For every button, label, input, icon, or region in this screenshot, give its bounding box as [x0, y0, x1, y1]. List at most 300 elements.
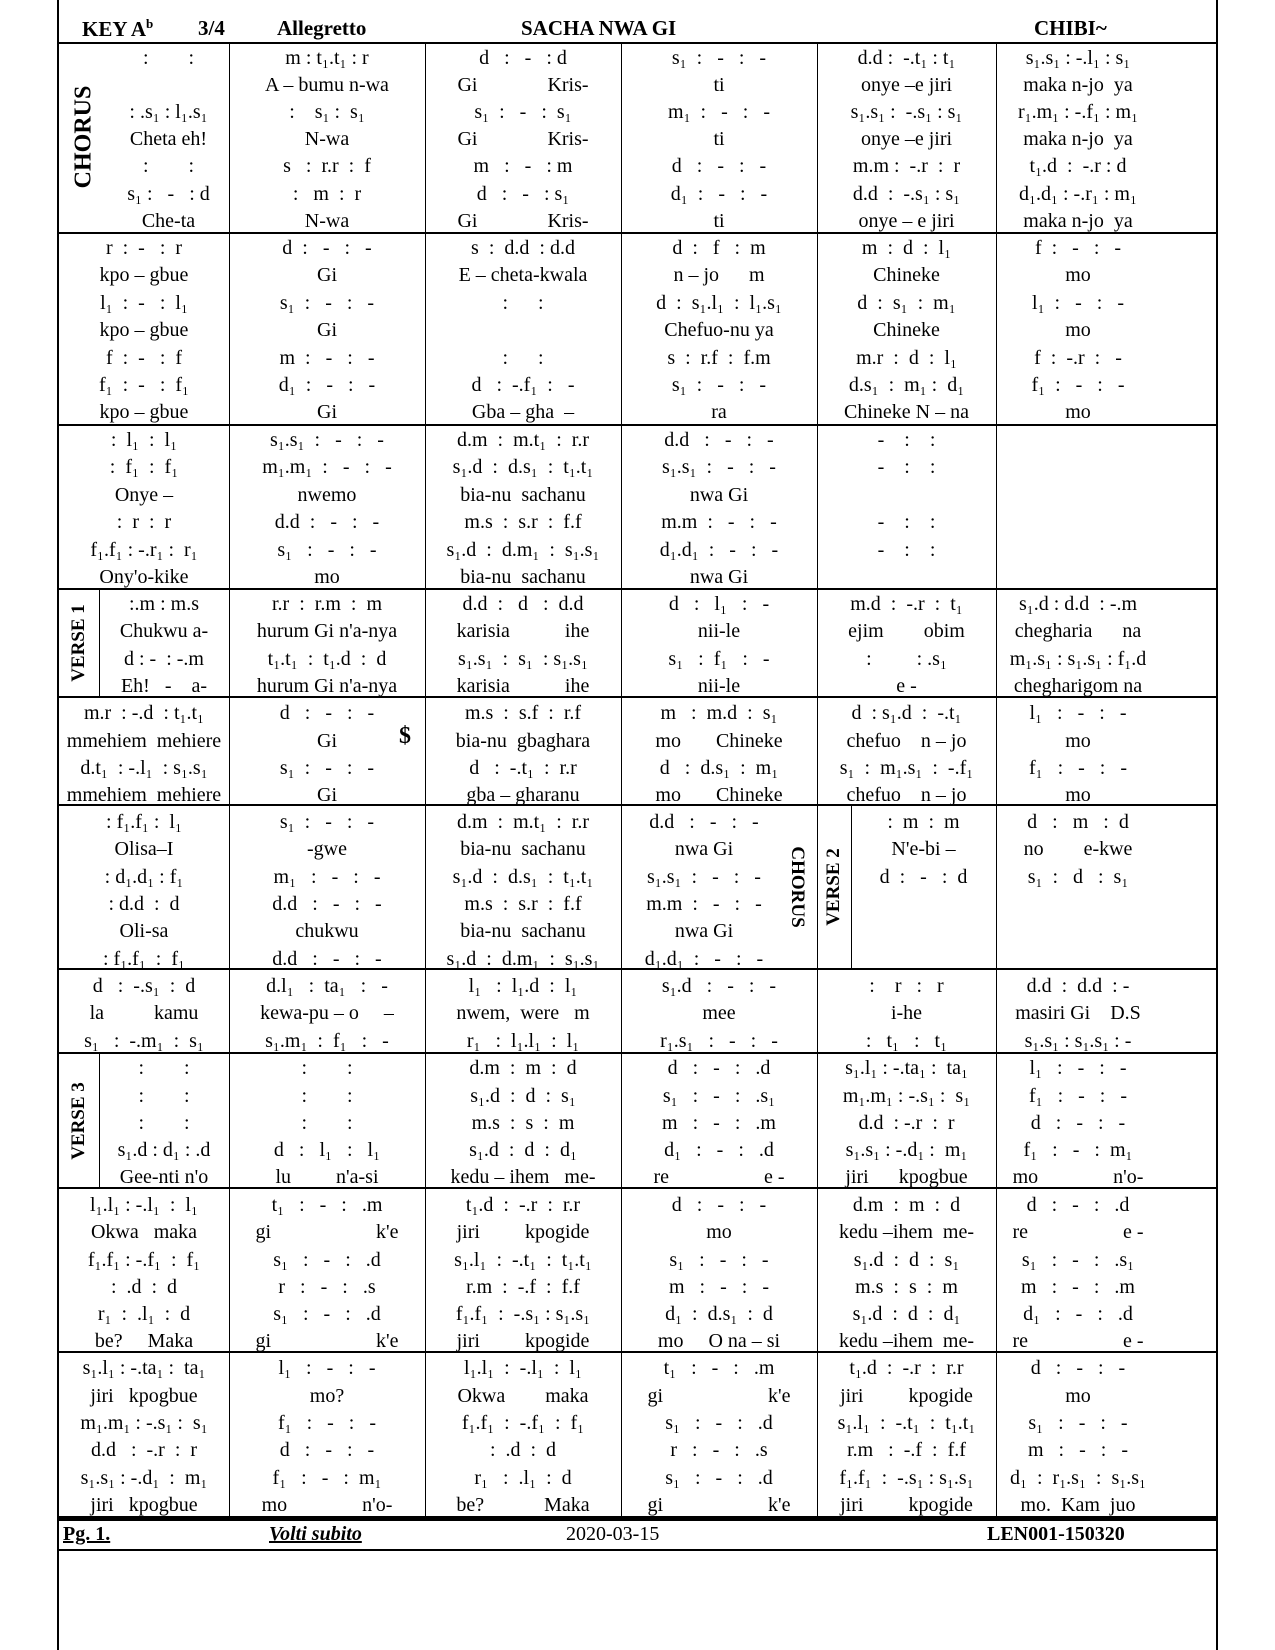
- notation-line: mo: [1065, 319, 1091, 341]
- notation-line: Chefuo-nu ya: [664, 319, 774, 341]
- notation-line: gi k'e: [647, 1494, 791, 1516]
- notation-line: d₁ : d.s₁ : d: [665, 1303, 773, 1325]
- notation-line: [1002, 426, 1154, 454]
- measure-cell: [99, 590, 229, 696]
- notation-line: f₁ : - : m₁: [1023, 1139, 1133, 1161]
- notation-line: m.s : s.r : f.f: [464, 511, 582, 533]
- measure-cell: [229, 1189, 425, 1351]
- measure-cell: [425, 426, 621, 588]
- notation-line: Okwa maka: [90, 1221, 198, 1243]
- notation-line: jiri kpogbue: [90, 1494, 198, 1516]
- notation-line: : d₁.d₁ : f₁: [104, 866, 184, 888]
- measure-cell: [621, 1353, 817, 1516]
- notation-line: mo: [1065, 1385, 1091, 1407]
- sheet-music-page: [57, 0, 1218, 1650]
- verse1-label: VERSE 1: [68, 604, 89, 682]
- notation-line: [1002, 563, 1154, 591]
- notation-line: kedu – ihem me-: [450, 1166, 596, 1188]
- notation-line: N-wa: [304, 210, 350, 232]
- notation-line: r₁ : .l₁ : d: [97, 1303, 191, 1325]
- notation-line: m.d : -.r : t₁: [850, 593, 963, 615]
- notation-line: s₁.d : d.m₁ : s₁.s₁: [446, 948, 600, 970]
- measure-cell: [621, 590, 817, 696]
- notation-line: s₁.l₁ : -.t₁ : t₁.t₁: [837, 1412, 976, 1434]
- notation-line: : f₁ : f₁: [109, 456, 179, 478]
- notation-line: s₁.d : d : s₁: [470, 1085, 576, 1107]
- notation-line: s₁.s₁ : -.d₁ : m₁: [845, 1139, 968, 1161]
- measure-cell: [621, 426, 817, 588]
- measure-cell: [229, 590, 425, 696]
- notation-line: s₁.d : d.s₁ : t₁.t₁: [452, 866, 594, 888]
- notation-line: be? Maka: [94, 1330, 194, 1352]
- notation-line: d.d : - : -: [649, 811, 759, 833]
- notation-line: s₁.d : d₁ : .d: [117, 1139, 211, 1161]
- notation-line: bia-nu sachanu: [460, 920, 586, 942]
- score-system-8: [59, 1054, 1216, 1189]
- notation-line: - : :: [877, 429, 936, 451]
- notation-line: f₁ : - : -: [277, 1412, 377, 1434]
- notation-line: Chukwu a-: [119, 620, 209, 642]
- notation-line: s₁.d : d : s₁: [853, 1249, 960, 1271]
- notation-line: : r : r: [116, 511, 172, 533]
- notation-line: d.t₁ : -.l₁ : s₁.s₁: [80, 757, 208, 779]
- notation-line: [823, 563, 990, 591]
- notation-line: t₁.d : -.r : r.r: [465, 1194, 581, 1216]
- notation-line: s₁.d : d.s₁ : t₁.t₁: [452, 456, 594, 478]
- notation-line: Gi Kris-: [457, 74, 589, 96]
- notation-line: bia-nu gbaghara: [455, 730, 591, 752]
- notation-line: : .d : d: [489, 1439, 557, 1461]
- notation-line: s₁ : - : s₁: [474, 101, 572, 123]
- notation-line: : .s₁ : l₁.s₁: [129, 101, 208, 123]
- measure-cell: [229, 970, 425, 1052]
- notation-line: d : - : -: [671, 155, 767, 177]
- measure-cell: [621, 806, 787, 968]
- measure-cell: [817, 426, 996, 588]
- notation-line: m₁.m₁ : - : -: [262, 456, 392, 478]
- notation-line: : : .s₁: [866, 648, 947, 670]
- notation-line: onye – e jiri: [858, 210, 955, 232]
- notation-line: masiri Gi D.S: [1015, 1002, 1141, 1024]
- notation-line: mo?: [309, 1385, 345, 1407]
- notation-line: Chineke: [873, 264, 940, 286]
- notation-line: d.d : d : d.d: [462, 593, 584, 615]
- notation-line: nwa Gi: [674, 838, 734, 860]
- notation-line: chefuo n – jo: [846, 784, 967, 806]
- measure-cell: [425, 1353, 621, 1516]
- notation-line: d.d : - : -: [664, 429, 774, 451]
- notation-line: d.s₁ : m₁ : d₁: [848, 374, 965, 396]
- notation-line: s₁.s₁ : -.d₁ : m₁: [80, 1467, 208, 1489]
- chorus-label: CHORUS: [787, 846, 808, 928]
- notation-line: gi k'e: [255, 1330, 399, 1352]
- notation-line: : m : r: [292, 183, 362, 205]
- notation-line: gi k'e: [255, 1221, 399, 1243]
- notation-line: s₁ : - : .s₁: [1021, 1249, 1135, 1271]
- notation-line: d.l₁ : ta₁ : -: [266, 975, 388, 997]
- notation-line: s₁.l₁ : -.t₁ : t₁.t₁: [454, 1249, 592, 1271]
- notation-line: mo n'o-: [261, 1494, 393, 1516]
- measure-cell: [425, 590, 621, 696]
- notation-line: f₁.f₁ : -.s₁ : s₁.s₁: [839, 1467, 974, 1489]
- notation-line: s₁.s₁ : -.l₁ : s₁: [1025, 47, 1131, 69]
- notation-line: r.m : -.f : f.f: [466, 1276, 580, 1298]
- notation-line: - : :: [877, 456, 936, 478]
- measure-cell: [59, 426, 229, 588]
- notation-line: m.s : s : m: [855, 1276, 958, 1298]
- score-system-5: [59, 698, 1216, 806]
- measure-cell: [621, 1054, 817, 1187]
- notation-line: m : - : m: [473, 155, 573, 177]
- notation-line: : m : m: [887, 811, 960, 833]
- page-date: 2020-03-15: [566, 1523, 660, 1545]
- notation-line: d : m : d: [1027, 811, 1129, 833]
- verse1-side-label: [59, 590, 99, 696]
- notation-line: mo: [1065, 784, 1091, 806]
- notation-line: bia-nu sachanu: [460, 838, 586, 860]
- notation-line: ra: [711, 401, 727, 423]
- notation-line: mmehiem mehiere: [66, 784, 222, 806]
- measure-cell: [621, 234, 817, 424]
- notation-line: [431, 316, 615, 344]
- notation-line: s₁ : - : .d: [273, 1249, 381, 1271]
- measure-cell: [996, 806, 1160, 968]
- notation-line: Onye –: [114, 484, 174, 506]
- notation-line: d : l₁ : l₁: [273, 1139, 381, 1161]
- notation-line: : :: [301, 1057, 353, 1079]
- measure-cell: [996, 42, 1160, 232]
- notation-line: [1002, 481, 1154, 509]
- notation-line: :.m : m.s: [128, 593, 199, 615]
- measure-cell: [59, 698, 229, 804]
- notation-line: Gi: [317, 784, 337, 806]
- notation-line: s₁ : - : .d: [665, 1412, 773, 1434]
- notation-line: Gi: [317, 264, 337, 286]
- notation-line: d.d : - : -: [272, 948, 382, 970]
- notation-line: mo: [1065, 401, 1091, 423]
- notation-line: d₁ : - : -: [670, 183, 768, 205]
- notation-line: d : - : .d: [1026, 1194, 1130, 1216]
- notation-line: d.d : -.r : r: [90, 1439, 198, 1461]
- notation-line: f : -.r : -: [1034, 347, 1122, 369]
- notation-line: s₁ : - : -: [671, 374, 767, 396]
- notation-line: d : - : -: [279, 1439, 375, 1461]
- notation-line: s₁.s₁ : - : -: [270, 429, 384, 451]
- notation-line: s₁.d : - : -: [661, 975, 777, 997]
- notation-line: f₁ : - : -: [1031, 374, 1125, 396]
- notation-line: f₁.f₁ : -.f₁ : f₁: [87, 1249, 201, 1271]
- notation-line: l₁ : - : -: [1029, 702, 1127, 724]
- notation-line: Gi: [317, 730, 337, 752]
- measure-cell: [229, 42, 425, 232]
- notation-line: d.m : m : d: [469, 1057, 577, 1079]
- notation-line: mmehiem mehiere: [66, 730, 222, 752]
- notation-line: d : -.s₁ : d: [92, 975, 196, 997]
- notation-line: m₁ : - : -: [668, 101, 770, 123]
- measure-cell: [621, 698, 817, 804]
- notation-line: Gi Kris-: [457, 128, 589, 150]
- notation-line: s₁ : -.m₁ : s₁: [84, 1030, 204, 1052]
- notation-line: : s₁ : s₁: [289, 101, 365, 123]
- notation-line: d : - : -: [279, 702, 375, 724]
- notation-line: karisia ihe: [456, 620, 590, 642]
- notation-line: Gi: [317, 401, 337, 423]
- notation-line: : :: [301, 1085, 353, 1107]
- notation-line: t₁.d : -.r : d: [1029, 155, 1127, 177]
- notation-line: ti: [713, 74, 725, 96]
- notation-line: s₁.d : d : d₁: [469, 1139, 577, 1161]
- notation-line: kpo – gbue: [99, 264, 189, 286]
- notation-line: d : - : -: [282, 237, 372, 259]
- measure-cell: [59, 1189, 229, 1351]
- measure-cell: [59, 1353, 229, 1516]
- notation-line: s₁.d : d.d : -.m: [1018, 593, 1138, 615]
- notation-line: A – bumu n-wa: [265, 74, 389, 96]
- notation-line: d : l₁ : -: [668, 593, 770, 615]
- notation-line: be? Maka: [456, 1494, 590, 1516]
- notation-line: la kamu: [89, 1002, 199, 1024]
- verse3-label: VERSE 3: [68, 1081, 89, 1160]
- song-title: SACHA NWA GI: [521, 16, 677, 40]
- notation-line: d : d.s₁ : m₁: [659, 757, 779, 779]
- notation-line: s₁.s₁ : s₁.s₁ : -: [1024, 1030, 1132, 1052]
- notation-line: jiri kpogide: [840, 1494, 973, 1516]
- notation-line: ti: [713, 128, 725, 150]
- score-system-2: [59, 234, 1216, 426]
- notation-line: kpo – gbue: [99, 319, 189, 341]
- score-system-6: [59, 806, 1216, 970]
- notation-line: s₁ : f₁ : -: [668, 648, 770, 670]
- notation-line: m₁.m₁ : -.s₁ : s₁: [80, 1412, 208, 1434]
- notation-line: m.m : -.r : r: [852, 155, 961, 177]
- notation-line: ejim obim: [848, 620, 965, 642]
- notation-line: m : m.d : s₁: [660, 702, 778, 724]
- measure-cell: [817, 234, 996, 424]
- notation-line: m : - : .m: [1021, 1276, 1135, 1298]
- page-footer: [59, 1518, 1216, 1551]
- notation-line: f₁.f₁ : -.s₁ : s₁.s₁: [455, 1303, 591, 1325]
- notation-line: d.d : d.d : -: [1026, 975, 1130, 997]
- notation-line: m.s : s : m: [471, 1112, 575, 1134]
- verse2-label: VERSE 2: [823, 848, 844, 926]
- notation-line: chegharia na: [1014, 620, 1142, 642]
- notation-line: hurum Gi n'a-nya: [256, 620, 398, 642]
- measure-cell: [996, 1054, 1160, 1187]
- notation-line: d : - : d: [879, 866, 968, 888]
- notation-line: s₁.s₁ : - : -: [662, 456, 776, 478]
- notation-line: : :: [138, 1112, 190, 1134]
- notation-line: chukwu: [295, 920, 359, 942]
- notation-line: mo: [314, 566, 340, 588]
- notation-line: s : r.f : f.m: [667, 347, 771, 369]
- notation-line: chegharigom na: [1013, 675, 1143, 697]
- notation-line: maka n-jo ya: [1023, 74, 1133, 96]
- notation-line: l₁ : - : -: [1029, 1057, 1127, 1079]
- notation-line: d.d : - : -: [272, 893, 382, 915]
- notation-line: s₁ : - : -: [671, 47, 767, 69]
- notation-line: : :: [301, 1112, 353, 1134]
- notation-line: d : - : -: [671, 1194, 767, 1216]
- notation-line: l₁.l₁ : -.l₁ : l₁: [90, 1194, 198, 1216]
- notation-line: : r : r: [869, 975, 944, 997]
- notation-line: s₁ : - : .s₁: [662, 1085, 776, 1107]
- notation-line: d : - : d: [479, 47, 567, 69]
- notation-line: [857, 945, 990, 973]
- notation-line: m.r : d : l₁: [856, 347, 957, 369]
- notation-line: d.d : -.r : r: [858, 1112, 955, 1134]
- notation-line: r : - : .s: [278, 1276, 376, 1298]
- score-system-9: [59, 1189, 1216, 1353]
- notation-line: e -: [896, 675, 917, 697]
- notation-line: s₁ : - : -: [279, 811, 375, 833]
- notation-line: [1002, 536, 1154, 564]
- measure-cell: [621, 970, 817, 1052]
- notation-line: f₁.f₁ : -.r₁ : r₁: [90, 539, 198, 561]
- notation-line: s₁ : d : s₁: [1027, 866, 1129, 888]
- notation-line: i-he: [890, 1002, 923, 1024]
- notation-line: d : s₁.d : -.t₁: [851, 702, 962, 724]
- measure-cell: [229, 234, 425, 424]
- notation-line: f₁ : - : f₁: [98, 374, 190, 396]
- notation-line: d : s₁.l₁ : l₁.s₁: [656, 292, 782, 314]
- segno-sign: $: [399, 723, 411, 749]
- notation-line: - : :: [877, 511, 936, 533]
- notation-line: : :: [138, 1085, 190, 1107]
- measure-cell: [817, 698, 996, 804]
- notation-line: r₁ : .l₁ : d: [474, 1467, 572, 1489]
- notation-line: : f₁.f₁ : f₁: [102, 948, 185, 970]
- notation-line: r.r : r.m : m: [272, 593, 382, 615]
- measure-cell: [996, 1353, 1160, 1516]
- notation-line: Gi: [317, 319, 337, 341]
- notation-line: mo: [1065, 730, 1091, 752]
- chorus-side-label: [59, 42, 108, 232]
- measure-cell: [425, 806, 621, 968]
- notation-line: r.m : -.f : f.f: [847, 1439, 966, 1461]
- notation-line: d : s₁ : m₁: [857, 292, 956, 314]
- notation-line: mee: [702, 1002, 736, 1024]
- notation-line: re e -: [653, 1166, 785, 1188]
- notation-line: N-wa: [304, 128, 350, 150]
- notation-line: : :: [502, 347, 544, 369]
- notation-line: s₁ : - : -: [279, 757, 375, 779]
- notation-line: d : -.t₁ : r.r: [469, 757, 577, 779]
- measure-cell: [425, 234, 621, 424]
- measure-cell: [229, 1054, 425, 1187]
- notation-line: s₁ : - : .d: [665, 1467, 773, 1489]
- measure-cell: [425, 698, 621, 804]
- notation-line: gi k'e: [647, 1385, 791, 1407]
- measure-cell: [817, 42, 996, 232]
- notation-line: d₁ : - : -: [278, 374, 376, 396]
- notation-line: nwemo: [297, 484, 357, 506]
- score-system-10: [59, 1353, 1216, 1518]
- notation-line: [114, 71, 223, 99]
- measure-cell: [817, 970, 996, 1052]
- notation-line: maka n-jo ya: [1023, 210, 1133, 232]
- notation-line: s₁.s₁ : -.s₁ : s₁: [850, 101, 963, 123]
- measure-cell: [229, 806, 425, 968]
- notation-line: d₁.d₁ : - : -: [659, 539, 779, 561]
- notation-line: d.d : -.s₁ : s₁: [852, 183, 961, 205]
- notation-line: [1002, 945, 1154, 973]
- notation-line: [1002, 890, 1154, 918]
- notation-line: d₁ : r₁.s₁ : s₁.s₁: [1010, 1467, 1146, 1489]
- measure-cell: [108, 42, 229, 232]
- notation-line: chefuo n – jo: [846, 730, 967, 752]
- notation-line: n – jo m: [673, 264, 765, 286]
- notation-line: t₁.t₁ : t₁.d : d: [267, 648, 387, 670]
- notation-line: kedu –ihem me-: [839, 1330, 974, 1352]
- notation-line: m.m : - : -: [661, 511, 777, 533]
- measure-cell: [996, 426, 1160, 588]
- notation-line: : :: [142, 155, 195, 177]
- notation-line: - : :: [877, 539, 936, 561]
- notation-line: Che-ta: [141, 210, 196, 232]
- score-system-1: [59, 42, 1216, 234]
- notation-line: Gee-nti n'o: [119, 1166, 209, 1188]
- notation-line: : t₁ : t₁: [865, 1030, 948, 1052]
- measure-cell: [59, 806, 229, 968]
- notation-line: : :: [138, 1057, 190, 1079]
- notation-line: m : - : .m: [662, 1112, 776, 1134]
- notation-line: m : - : -: [669, 1276, 769, 1298]
- notation-line: nwem, were m: [456, 1002, 590, 1024]
- notation-line: Cheta eh!: [129, 128, 208, 150]
- notation-line: ti: [713, 210, 725, 232]
- notation-line: mo: [1065, 264, 1091, 286]
- notation-line: l₁ : - : -: [1032, 292, 1124, 314]
- tempo-marking: Allegretto: [277, 16, 367, 40]
- notation-line: l₁ : l₁.d : l₁: [468, 975, 578, 997]
- notation-line: : :: [502, 292, 544, 314]
- notation-line: Okwa maka: [457, 1385, 589, 1407]
- measure-cell: [229, 698, 425, 804]
- notation-line: Oli-sa: [119, 920, 169, 942]
- notation-line: s₁ : - : .d: [273, 1303, 381, 1325]
- volti-subito: Volti subito: [269, 1523, 362, 1545]
- measure-cell: [229, 426, 425, 588]
- notation-line: r₁.m₁ : -.f₁ : m₁: [1017, 101, 1139, 123]
- notation-line: [1002, 917, 1154, 945]
- measure-cell: [59, 970, 229, 1052]
- notation-line: jiri kpogide: [456, 1221, 590, 1243]
- notation-line: kedu –ihem me-: [839, 1221, 974, 1243]
- notation-line: d.m : m.t₁ : r.r: [457, 811, 589, 833]
- notation-line: nii-le: [697, 675, 741, 697]
- notation-line: : .d : d: [110, 1276, 178, 1298]
- notation-line: Chineke: [873, 319, 940, 341]
- notation-line: d : - : -: [1030, 1112, 1126, 1134]
- notation-line: s₁ : - : -: [669, 1249, 769, 1271]
- key-label: KEY A: [82, 17, 146, 41]
- measure-cell: [996, 970, 1160, 1052]
- notation-line: f₁ : - : m₁: [272, 1467, 382, 1489]
- measure-cell: [996, 1189, 1160, 1351]
- measure-cell: [99, 1054, 229, 1187]
- page-number: Pg. 1.: [63, 1523, 111, 1545]
- notation-line: r₁ : l₁.l₁ : l₁: [466, 1030, 580, 1052]
- notation-line: jiri kpogide: [840, 1385, 973, 1407]
- notation-line: mo: [706, 1221, 732, 1243]
- notation-line: : l₁ : l₁: [110, 429, 178, 451]
- notation-line: f : - : -: [1034, 237, 1122, 259]
- measure-cell: [817, 1054, 996, 1187]
- notation-line: nwa Gi: [689, 566, 749, 588]
- notation-line: l₁ : - : -: [278, 1357, 376, 1379]
- score-header: [59, 16, 1216, 44]
- notation-line: hurum Gi n'a-nya: [256, 675, 398, 697]
